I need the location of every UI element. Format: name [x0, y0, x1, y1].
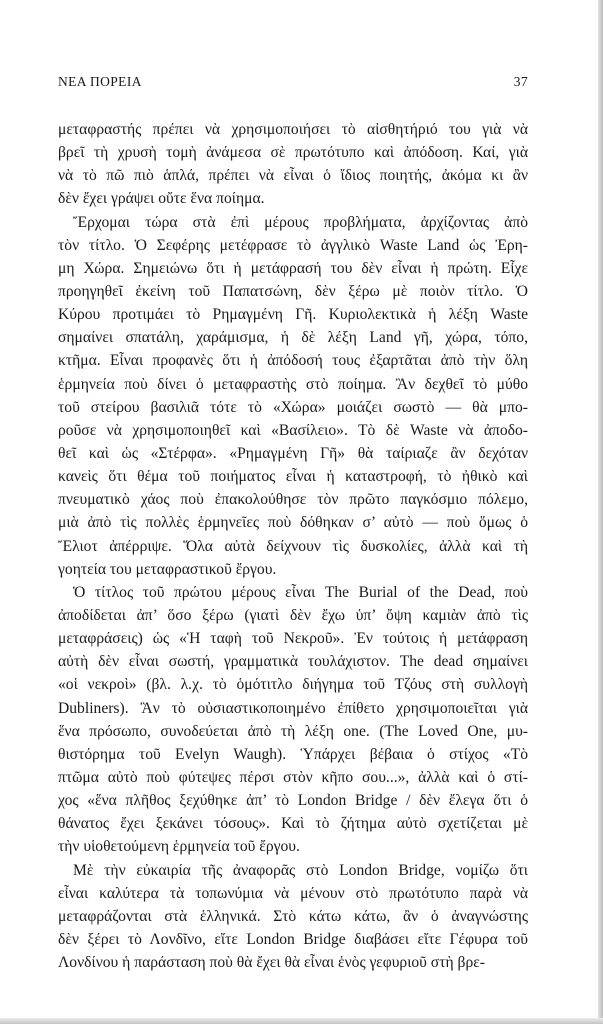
text-line: δὲν ξέρει τὸ Λονδῖνο, εἴτε London Bridge διαβάσει εἴτε Γέφυρα τοῦ: [58, 930, 528, 948]
text-line: ἕνα πρόσωπο, συνοδεύεται ἀπὸ τὴ λέξη one. (The Loved One, μυ-: [58, 722, 528, 740]
text-line: εἶναι καλύτερα τὰ τοπωνύμια νὰ μένουν στὸ πρωτότυπο παρὰ νὰ: [58, 884, 528, 902]
paragraph: [58, 211, 528, 581]
text-line: ἑρμηνεία ποὺ δίνει ὁ μεταφραστὴς στὸ ποίημα. Ἂν δεχθεῖ τὸ μύθο: [58, 375, 528, 393]
text-line: νὰ τὸ πῶ πιὸ ἁπλά, πρέπει νὰ εἶναι ὁ ἴδιος ποιητής, ἀκόμα κι ἂν: [58, 167, 528, 185]
text-line: χος «ἕνα πλῆθος ξεχύθηκε ἀπ’ τὸ London Bridge / δὲν ἔλεγα ὅτι ὁ: [58, 792, 528, 810]
text-line: γοητεία του μεταφραστικοῦ ἔργου.: [58, 560, 277, 578]
text-line: Λονδίνου ἡ παράσταση ποὺ θὰ ἔχει θὰ εἶναι ἑνὸς γεφυριοῦ στὴ βρε-: [58, 954, 485, 972]
text-line: ροῦσε νὰ χρησιμοποιηθεῖ καὶ «Βασίλειο». Τὸ δὲ Waste νὰ ἀποδο-: [58, 421, 528, 439]
text-line: πνευματικὸ χάος ποὺ ἐπακολούθησε τὸν πρῶτο παγκόσμιο πόλεμο,: [58, 491, 528, 509]
running-head-title: ΝΕΑ ΠΟΡΕΙΑ: [58, 74, 142, 89]
paragraph: [58, 859, 528, 975]
text-line: μιὰ ἀπὸ τὶς πολλὲς ἑρμηνεῖες ποὺ δόθηκαν σ’ αὐτὸ — ποὺ ὅμως ὁ: [58, 514, 528, 532]
page-number: 37: [513, 74, 528, 89]
text-line: προηγηθεῖ ἐκείνη τοῦ Παπατσώνη, δὲν ξέρω μὲ ποιὸν τίτλο. Ὁ: [58, 282, 528, 300]
text-line: μη Χώρα. Σημειώνω ὅτι ἡ μετάφρασή του δὲν εἶναι ἡ πρώτη. Εἶχε: [58, 259, 528, 277]
text-line: μεταφράζονται στὰ ἑλληνικά. Στὸ κάτω κάτω, ἂν ὁ ἀναγνώστης: [58, 907, 528, 925]
text-line: σημαίνει σπατάλη, χαράμισμα, ἡ δὲ λέξη Land γῆ, χώρα, τόπο,: [58, 329, 528, 347]
text-line: ἀποδίδεται ἀπ’ ὅσο ξέρω (γιατὶ δὲν ἔχω ὑπ’ ὄψη καμιὰν ἀπὸ τὶς: [58, 606, 528, 624]
text-line: θιστόρημα τοῦ Evelyn Waugh). Ὑπάρχει βέβαια ὁ στίχος «Τὸ: [58, 745, 528, 763]
text-line: τὴν υἱοθετούμενη ἑρμηνεία τοῦ ἔργου.: [58, 838, 300, 856]
text-line: κτῆμα. Εἶναι προφανὲς ὅτι ἡ ἀπόδοσή τους ἐξαρτᾶται ἀπὸ τὴν ὅλη: [58, 352, 528, 370]
text-line: αὐτὴ δὲν εἶναι σωστή, γραμματικὰ τουλάχιστον. The dead σημαίνει: [58, 653, 528, 671]
paragraph: [58, 581, 528, 859]
text-line: δὲν ἔχει γράψει οὔτε ἕνα ποίημα.: [58, 190, 265, 208]
text-line: μεταφραστής πρέπει νὰ χρησιμοποιήσει τὸ αἰσθητήριό του γιὰ νὰ: [58, 121, 528, 138]
paragraph: [58, 118, 528, 211]
text-line: «οἱ νεκροὶ» (βλ. λ.χ. τὸ ὁμότιτλο διήγημα τοῦ Τζόυς στὴ συλλογὴ: [58, 676, 528, 694]
page-edge-bottom: [0, 1018, 603, 1024]
text-line: θεῖ καὶ ὡς «Στέρφα». «Ρημαγμένη Γῆ» θὰ ταίριαζε ἂν δεχόταν: [58, 444, 528, 462]
page-edge-right: [598, 0, 603, 1024]
text-line: τὸν τίτλο. Ὁ Σεφέρης μετέφρασε τὸ ἀγγλικὸ Waste Land ὡς Ἐρη-: [58, 236, 528, 254]
text-line: πτῶμα αὐτὸ ποὺ φύτεψες πέρσι στὸν κῆπο σου...», ἀλλὰ καὶ ὁ στί-: [58, 768, 528, 786]
text-line: Ἔλιοτ ἀπέρριψε. Ὅλα αὐτὰ δείχνουν τὶς δυσκολίες, ἀλλὰ καὶ τὴ: [58, 537, 528, 555]
body-text: [58, 118, 528, 974]
text-line: βρεῖ τὴ χρυσὴ τομὴ ἀνάμεσα σὲ πρωτότυπο καὶ ἀπόδοση. Καί, γιὰ: [58, 144, 528, 162]
text-line: Dubliners). Ἂν τὸ οὐσιαστικοποιημένο ἐπίθετο χρησιμοποιεῖται γιὰ: [58, 699, 528, 717]
text-line: Κύρου προτιμάει τὸ Ρημαγμένη Γῆ. Κυριολεκτικὰ ἡ λέξη Waste: [58, 306, 528, 324]
text-line: Ἔρχομαι τώρα στὰ ἐπὶ μέρους προβλήματα, ἀρχίζοντας ἀπὸ: [73, 213, 528, 231]
text-line: θάνατος ἔχει ξεκάνει τόσους». Καὶ τὸ ζήτημα αὐτὸ σχετίζεται μὲ: [58, 815, 528, 833]
text-line: Ὁ τίτλος τοῦ πρώτου μέρους εἶναι The Burial of the Dead, ποὺ: [73, 583, 528, 601]
text-line: κανεὶς ὅτι θέμα τοῦ ποιήματος εἶναι ἡ καταστροφή, τὸ ἠθικὸ καὶ: [58, 468, 528, 486]
text-line: τοῦ στείρου βασιλιᾶ τότε τὸ «Χώρα» μοιάζει σωστὸ — θὰ μπο-: [58, 398, 528, 416]
text-line: μεταφράσεις) ὡς «Ἡ ταφὴ τοῦ Νεκροῦ». Ἐν τούτοις ἡ μετάφραση: [58, 630, 528, 648]
text-line: Μὲ τὴν εὐκαιρία τῆς ἀναφορᾶς στὸ London Bridge, νομίζω ὅτι: [73, 861, 528, 879]
